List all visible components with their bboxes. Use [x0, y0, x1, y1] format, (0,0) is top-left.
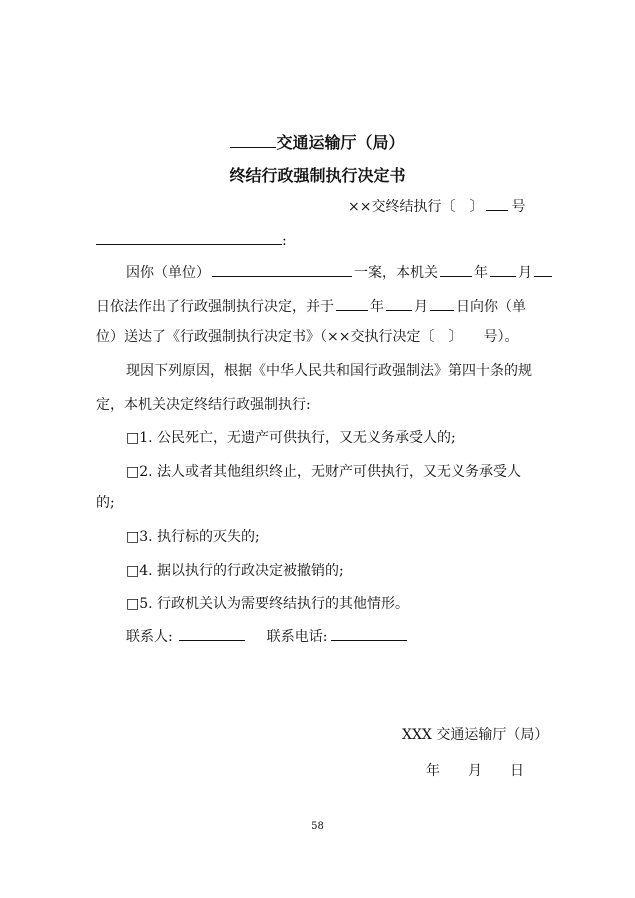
- addressee-line: :: [96, 230, 287, 251]
- signature-agency: XXX 交通运输厅（局）: [402, 727, 549, 743]
- signature-date: 年 月 日: [426, 763, 524, 779]
- contact-line: [126, 626, 407, 647]
- contact-phone-label: 联系电话:: [266, 629, 328, 645]
- month-blank-1: [490, 262, 516, 277]
- option-3: □3. 执行标的灭失的;: [126, 529, 260, 545]
- paragraph-1-line-2: 日依法作出了行政强制执行决定，并于 年 月 日向你（单: [96, 296, 526, 317]
- document-title: 终结行政强制执行决定书: [229, 166, 406, 185]
- agency-name-blank: [230, 130, 276, 148]
- checkbox-icon: □: [126, 430, 140, 446]
- option-4: □4. 据以执行的行政决定被撤销的;: [126, 563, 344, 579]
- year-blank-2: [336, 296, 368, 311]
- page-number: 58: [311, 821, 324, 832]
- option-2-continuation: 的;: [96, 495, 115, 511]
- addressee-blank: [96, 230, 282, 245]
- title-agency: [0, 130, 635, 155]
- contact-person-label: 联系人:: [126, 629, 173, 645]
- contact-person-blank: [179, 626, 245, 641]
- option-2: □2. 法人或者其他组织终止，无财产可供执行，又无义务承受人: [126, 464, 522, 480]
- number-blank: [486, 196, 508, 211]
- checkbox-icon: □: [126, 464, 140, 480]
- paragraph-1-line-3: 位）送达了《行政强制执行决定书》（××交执行决定〔 〕 号）。: [96, 329, 519, 345]
- case-blank: [212, 262, 352, 277]
- document-number: ××交终结执行〔 〕 号: [348, 196, 525, 217]
- contact-phone-blank: [331, 626, 407, 641]
- paragraph-2-line-2: 定，本机关决定终结行政强制执行:: [96, 397, 311, 413]
- title-main: 交通运输厅（局）: [276, 133, 405, 152]
- checkbox-icon: □: [126, 563, 140, 579]
- option-1: □1. 公民死亡，无遗产可供执行，又无义务承受人的;: [126, 430, 456, 446]
- paragraph-1-line-1: 因你（单位） 一案，本机关 年 月: [126, 262, 552, 283]
- day-blank-2: [430, 296, 454, 311]
- month-blank-2: [386, 296, 412, 311]
- day-blank-1: [534, 262, 552, 277]
- checkbox-icon: □: [126, 529, 140, 545]
- paragraph-2-line-1: 现因下列原因，根据《中华人民共和国行政强制法》第四十条的规: [126, 363, 532, 379]
- checkbox-icon: □: [126, 596, 140, 612]
- option-5: □5. 行政机关认为需要终结执行的其他情形。: [126, 596, 410, 612]
- year-blank-1: [440, 262, 472, 277]
